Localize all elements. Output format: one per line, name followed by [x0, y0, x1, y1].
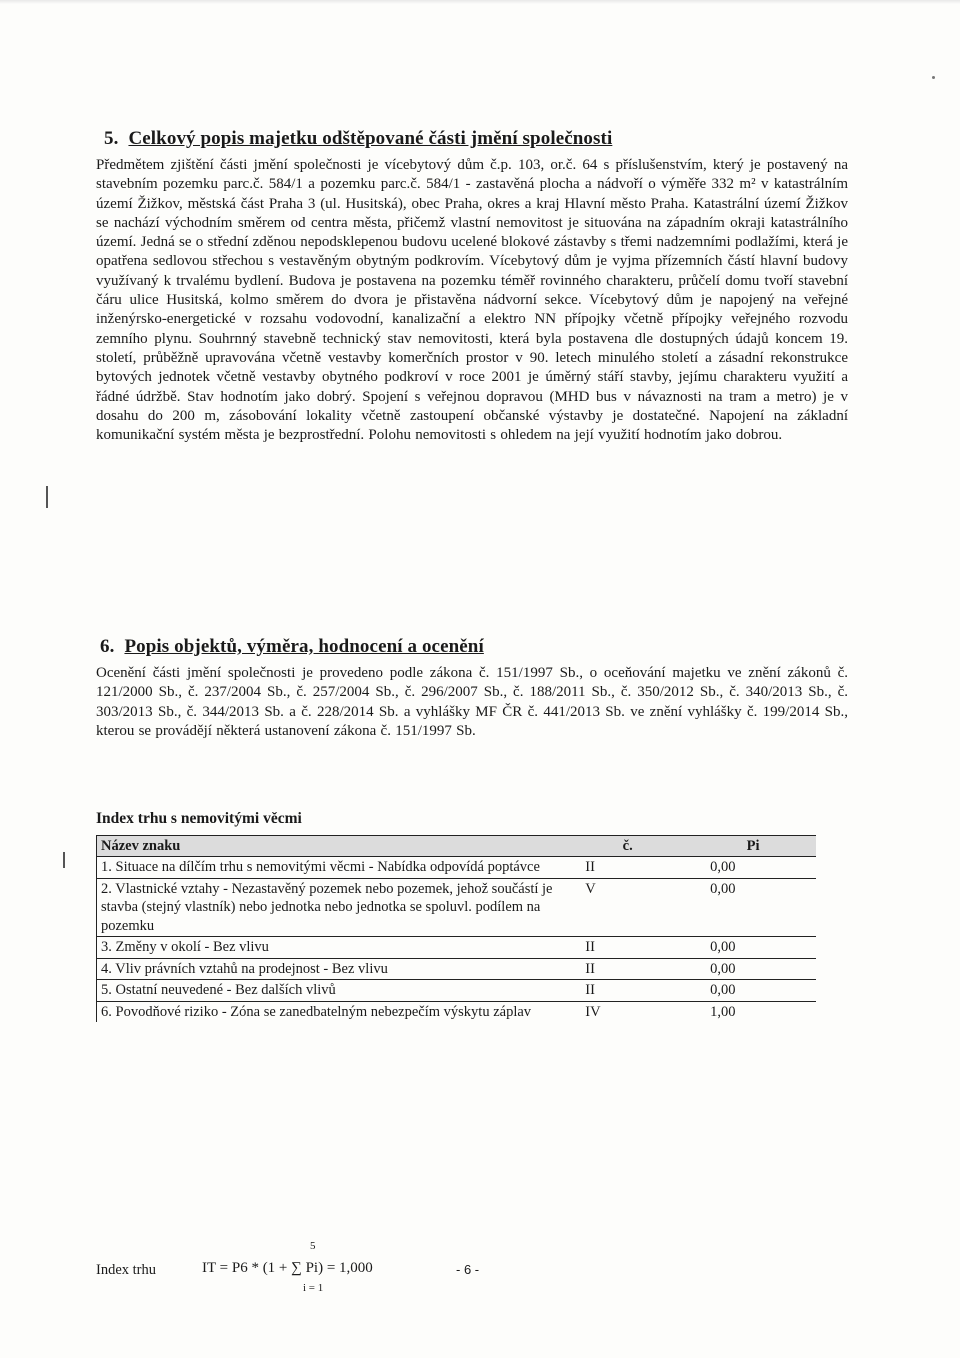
row-class: V: [565, 878, 690, 937]
column-header-name: Název znaku: [97, 836, 566, 857]
row-pi: 1,00: [710, 1003, 736, 1020]
section-5-paragraph: Předmětem zjištění části jmění společnosti je vícebytový dům č.p. 103, or.č. 64 s příslušenstvím, který je postavený na stavebním pozemku parc.č. 584/1 a pozemku parc.č. 584/1 - zastavěná plocha a nádvoří o výměře 332 m² v katastrálním území Žižkov, městská část Praha 3 (ul. Husitská), obec Praha, okres a kraj Hlavní město Praha. Katastrální území Žižkov se nachází východním směrem od centra města, přičemž vlastní nemovitost je situována na západním okraji katastrálního území. Jedná se o střední zděnou nepodsklepenou budovu ucelené blokové zástavby s třemi nadzemními podlažími, která je opatřena sedlovou střechou s vestavěným obytným podkrovím. Vícebytový dům je vyjma přízemních částí hlavní budovy využívaný k trvalému bydlení. Budova je postavena na pozemku téměř rovinného charakteru, průčelí domu tvoří stavební čáru ulice Husitská, kolmo směrem do dvora je přistavěna nádvorní sekce. Vícebytový dům je napojený na veřejné inženýrsko-energetické v rozsahu vodovodní, kanalizační a elektro NN přípojky včetně přípojky veřejného rozvodu zemního plynu. Souhrnný stavebně technický stav nemovitosti, která byla postavena dle dostupných údajů koncem 19. století, průběžně upravována včetně vestavby komerčních prostor v 90. letech minulého století a zásadní rekonstrukce bytových jednotek včetně vestavby obytného podkroví v roce 2001 je úměrný stáří stavby, jejímu charakteru využití a řádné údržbě. Stav hodnotím jako dobrý. Spojení s veřejnou dopravou (MHD bus v návaznosti na tram a metro) je v dosahu do 200 m, zásobování lokality včetně zastoupení občanské výstavby je dostatečné. Napojení na základní komunikační systém města je bezprostřední. Polohu nemovitosti s ohledem na její využití hodnotím jako dobrou.: [96, 157, 848, 444]
row-class: II: [565, 857, 690, 879]
sum-lower-limit: i = 1: [303, 1282, 324, 1294]
row-class: IV: [585, 1003, 601, 1020]
table-row: [97, 1001, 817, 1022]
sum-upper-limit: 5: [310, 1240, 316, 1252]
section-title: Celkový popis majetku odštěpované části jmění společnosti: [128, 128, 613, 149]
table-row: [97, 878, 817, 937]
section-number: 6.: [100, 636, 115, 657]
row-pi: 0,00: [690, 857, 816, 879]
scan-mark: [63, 852, 65, 868]
market-index-formula: [96, 1240, 596, 1300]
row-class: II: [565, 958, 690, 980]
row-class: II: [565, 937, 690, 959]
row-class: II: [565, 980, 690, 1002]
row-pi: 0,00: [690, 878, 816, 937]
table-row: [97, 857, 817, 879]
table-header-row: [97, 836, 817, 857]
section-6-paragraph: Ocenění části jmění společnosti je provedeno podle zákona č. 151/1997 Sb., o oceňování majetku ve znění zákonů č. 121/2000 Sb., č. 237/2004 Sb., č. 257/2004 Sb., č. 296/2007 Sb., č. 188/2011 Sb., č. 350/2012 Sb., č. 340/2013 Sb., č. 303/2013 Sb., č. 344/2013 Sb. a č. 228/2014 Sb. a vyhlášky MF ČR č. 441/2013 Sb. ve znění vyhlášky č. 199/2014 Sb., kterou se provádějí některá ustanovení zákona č. 151/1997 Sb.: [96, 665, 848, 739]
scan-speck: [932, 76, 935, 79]
section-6-heading: [100, 636, 848, 658]
row-name: 4. Vliv právních vztahů na prodejnost - Bez vlivu: [97, 958, 566, 980]
section-6: [96, 636, 848, 741]
row-name: 1. Situace na dílčím trhu s nemovitými věcmi - Nabídka odpovídá poptávce: [97, 857, 566, 879]
scan-mark: [46, 486, 48, 508]
section-5-heading: [104, 128, 848, 150]
row-pi: 0,00: [690, 937, 816, 959]
section-title: Popis objektů, výměra, hodnocení a ocenění: [124, 636, 484, 657]
row-name: 5. Ostatní neuvedené - Bez dalších vlivů: [97, 980, 566, 1002]
table-row: [97, 958, 817, 980]
section-5: [96, 128, 848, 445]
scan-top-edge: [0, 0, 960, 4]
index-table: [96, 835, 816, 1022]
row-pi: 0,00: [690, 958, 816, 980]
row-name: 6. Povodňové riziko - Zóna se zanedbatelným nebezpečím výskytu záplav: [97, 1001, 566, 1022]
row-pi: 0,00: [690, 980, 816, 1002]
table-row: [97, 980, 817, 1002]
formula-expression: IT = P6 * (1 + ∑ Pi) = 1,000: [202, 1260, 373, 1276]
column-header-pi: Pi: [690, 836, 816, 857]
index-table-heading: Index trhu s nemovitými věcmi: [96, 810, 302, 827]
row-name: 2. Vlastnické vztahy - Nezastavěný pozemek nebo pozemek, jehož součástí je stavba (stejný vlastník) nebo jednotka nebo jednotka se spoluvl. podílem na pozemku: [97, 878, 566, 937]
column-header-class: č.: [565, 836, 690, 857]
section-number: 5.: [104, 128, 119, 149]
table-row: [97, 937, 817, 959]
page-number: - 6 -: [456, 1262, 480, 1277]
row-name: 3. Změny v okolí - Bez vlivu: [97, 937, 566, 959]
formula-label: Index trhu: [96, 1262, 156, 1278]
